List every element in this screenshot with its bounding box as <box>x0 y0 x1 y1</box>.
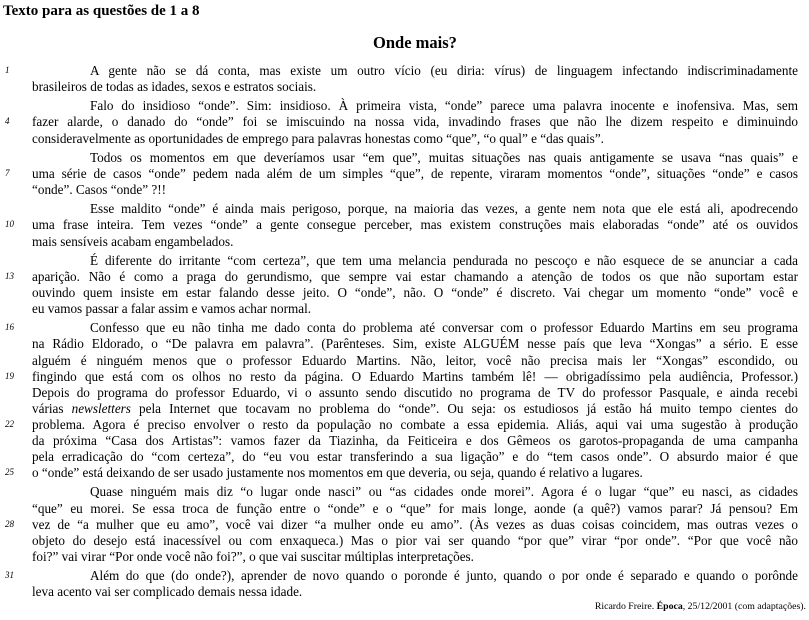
line-number: 1 <box>5 65 10 75</box>
text-line <box>5 63 798 79</box>
text-line <box>32 449 798 465</box>
attribution <box>595 601 806 612</box>
line-text: “que” eu morei. Se essa troca de função entre o “onde” e o “que” for mais longe, aonde (a quê?) vamos parar? Já pensou? Em <box>32 500 798 516</box>
line-text: alguém é ninguém menos que o professor Eduardo Martins. Não, leitor, você não precisa mais ler “Xongas” escondido, ou <box>32 352 798 368</box>
text-line <box>32 285 798 301</box>
line-text: leva acento vai ser complicado demais nessa idade. <box>32 584 303 600</box>
line-number: 13 <box>5 270 14 281</box>
line-number: 28 <box>5 518 14 529</box>
line-text: da próxima “Casa dos Artistas”: vamos fazer da Tiazinha, da Feiticeira e dos Gêmeos os garotos-propaganda de uma campanha <box>32 433 798 448</box>
text-line <box>32 501 798 517</box>
text-line <box>32 336 798 352</box>
text-line <box>32 182 798 198</box>
line-number: 16 <box>5 322 14 333</box>
text-line <box>5 416 798 433</box>
line-text: Esse maldito “onde” é ainda mais perigoso, porque, na maioria das vezes, a gente nem nota que ele está ali, apodrecendo <box>90 201 798 217</box>
text-line <box>32 201 798 217</box>
line-text: uma frase inteira. Tem vezes “onde” a gente consegue perceber, mas existem construções mais elaboradas “onde” até os ouvidos <box>32 217 798 233</box>
line-text: vez de “a mulher que eu amo”, você vai dizer “a mulher onde eu amo”. (Às vezes as duas coisas coincidem, mas outras vezes o <box>32 516 798 532</box>
text-line <box>32 584 798 600</box>
text-line <box>5 268 798 285</box>
line-text: mais sensíveis acabam engambelados. <box>32 233 234 249</box>
text-line <box>32 484 798 500</box>
instruction-header: Texto para as questões de 1 a 8 <box>3 3 200 19</box>
line-text: foi?” vai virar “Por onde você não foi?”, o que vai suscitar múltiplas interpretações. <box>32 548 474 564</box>
text-title: Onde mais? <box>373 33 457 52</box>
text-line <box>32 234 798 250</box>
line-text: várias newsletters pela Internet que tocavam no problema do “onde”. Ou seja: os estudiosos já estão há muito tempo cientes do <box>32 400 798 416</box>
line-text: na Rádio Eldorado, o “De palavra em palavra”. (Parênteses. Sim, existe ALGUÉM nesse país que leva “Xongas” a sério. E esse <box>32 336 798 352</box>
line-number: 4 <box>5 116 10 127</box>
text-line <box>32 385 798 401</box>
text-line <box>5 465 798 481</box>
text-line <box>32 401 798 417</box>
attribution-source: Época <box>656 601 683 612</box>
line-number: 7 <box>5 167 10 178</box>
text-line <box>32 79 798 95</box>
text-line <box>32 301 798 317</box>
attribution-author: Ricardo Freire. <box>594 601 657 612</box>
line-text: consideravelmente as oportunidades de emprego para palavras honestas como “que”, “o qual” e “das quais”. <box>32 130 604 146</box>
line-text: Todos os momentos em que deveríamos usar “em que”, muitas situações nas quais antigamente se usava “nas quais” e <box>90 149 798 165</box>
text-line <box>32 253 798 269</box>
text-body <box>5 63 798 600</box>
line-text: o “onde” está deixando de ser usado justamente nos momentos em que deveria, ou seja, quando é relativo a lugares. <box>32 465 643 481</box>
text-line <box>5 217 798 233</box>
line-text: Além do que (do onde?), aprender de novo quando o poronde é junto, quando o por onde é separado e quando o porônde <box>90 568 798 584</box>
attribution-rest: , 25/12/2001 (com adaptações). <box>682 601 806 612</box>
text-line <box>5 165 798 182</box>
line-text: Falo do insidioso “onde”. Sim: insidioso. À primeira vista, “onde” parece uma palavra inocente e inofensiva. Mas, sem <box>90 98 798 114</box>
line-number: 25 <box>5 467 14 478</box>
text-line <box>5 368 798 385</box>
line-text: Depois do programa do professor Eduardo, vi o assunto sendo discutido no programa de TV do professor Pasquale, e ainda recebi <box>32 384 798 400</box>
line-number: 19 <box>5 370 14 381</box>
line-number: 31 <box>5 570 14 581</box>
line-text: fazer alarde, o danado do “onde” foi se imiscuindo na nossa vida, invadindo frases que não lhe dizem respeito e diminuindo <box>32 114 798 130</box>
line-text: problema. Agora é preciso envolver o resto da população no combate a essa epidemia. Aliás, aqui vai uma sugestão à produção <box>32 416 798 432</box>
text-line <box>32 433 798 449</box>
line-number: 22 <box>5 418 14 429</box>
text-line <box>32 353 798 369</box>
text-line <box>32 98 798 114</box>
text-line <box>32 533 798 549</box>
line-text: fingindo que está com os olhos no resto da página. O Eduardo Martins também lê! — obrigadíssimo pela audiência, Professor.) <box>32 368 798 384</box>
text-line <box>5 320 798 336</box>
line-text: eu vamos passar a falar assim e vamos achar normal. <box>32 301 312 317</box>
text-line <box>5 114 798 130</box>
line-text: É diferente do irritante “com certeza”, que tem uma melancia pendurada no pescoço e não esquece de se anunciar a cada <box>90 252 798 268</box>
line-text: “onde”. Casos “onde” ?!! <box>32 182 167 198</box>
line-text: pela erradicação do “com certeza”, do “eu vou estar transferindo a sua ligação” e do “tem casos onde”. O absurdo maior é que <box>32 449 798 465</box>
line-text: Quase ninguém mais diz “o lugar onde nasci” ou “as cidades onde morei”. Agora é o lugar “que” eu nasci, as cidades <box>90 484 798 500</box>
line-text: A gente não se dá conta, mas existe um outro vício (eu diria: vírus) de linguagem infectando indiscriminadamente <box>90 63 798 78</box>
text-line <box>32 131 798 147</box>
line-number: 10 <box>5 219 14 230</box>
line-text: ouvindo quem insiste em estar falando desse jeito. O “onde”, não. O “onde” é discreto. Vai chegar um momento “onde” você e <box>32 284 798 300</box>
text-line <box>5 568 798 584</box>
line-text: brasileiros de todas as idades, sexos e estratos sociais. <box>32 79 317 95</box>
line-text: Confesso que eu não tinha me dado conta do problema até conversar com o professor Eduardo Martins em seu programa <box>90 320 798 336</box>
line-text: aparição. Não é como a praga do gerundismo, que sempre vai estar chamando a atenção de todos os que não suportam estar <box>32 268 798 284</box>
text-line <box>32 549 798 565</box>
line-text: objeto do desejo está inacessível ou com enxaqueca.) Mas o pior vai ser quando “por que” virar “por onde”. “Por que você não <box>32 532 798 548</box>
text-line <box>5 516 798 533</box>
line-text: uma série de casos “onde” pedem nada além de um simples “que”, de repente, viraram momentos “onde”, situações “onde” e casos <box>32 165 798 181</box>
text-line <box>32 150 798 166</box>
